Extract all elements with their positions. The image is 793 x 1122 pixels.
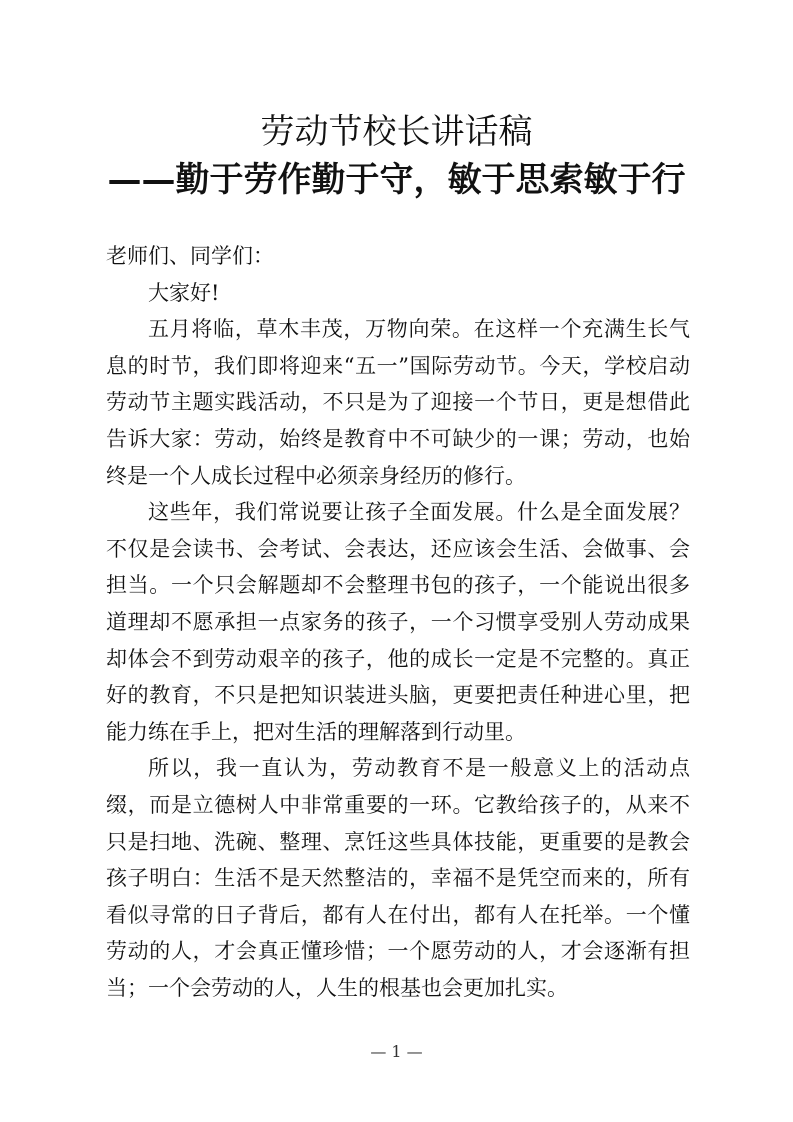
salutation: 老师们、同学们：: [106, 244, 274, 268]
page-number: — 1 —: [370, 1042, 423, 1061]
title-block: [0, 108, 793, 204]
speech-body: [106, 238, 690, 1006]
document-subtitle: ——勤于劳作勤于守，敏于思索敏于行: [107, 160, 686, 200]
paragraph-2: 这些年，我们常说要让孩子全面发展。什么是全面发展？不仅是会读书、会考试、会表达，还应该会生活、会做事、会担当。一个只会解题却不会整理书包的孩子，一个能说出很多道理却不愿承担一点家务的孩子，一个习惯享受别人劳动成果却体会不到劳动艰辛的孩子，他的成长一定是不完整的。真正好的教育，不只是把知识装进头脑，更要把责任种进心里，把能力练在手上，把对生活的理解落到行动里。: [106, 500, 690, 744]
document-title: 劳动节校长讲话稿: [260, 112, 533, 152]
paragraph-3: 所以，我一直认为，劳动教育不是一般意义上的活动点缀，而是立德树人中非常重要的一环。它教给孩子的，从来不只是扫地、洗碗、整理、烹饪这些具体技能，更重要的是教会孩子明白：生活不是天然整洁的，幸福不是凭空而来的，所有看似寻常的日子背后，都有人在付出，都有人在托举。一个懂劳动的人，才会真正懂珍惜；一个愿劳动的人，才会逐渐有担当；一个会劳动的人，人生的根基也会更加扎实。: [106, 756, 690, 1000]
paragraph-1: 五月将临，草木丰茂，万物向荣。在这样一个充满生长气息的时节，我们即将迎来“五一”国际劳动节。今天，学校启动劳动节主题实践活动，不只是为了迎接一个节日，更是想借此告诉大家：劳动，始终是教育中不可缺少的一课；劳动，也始终是一个人成长过程中必须亲身经历的修行。: [106, 317, 690, 488]
paragraph-greeting: 大家好!: [148, 280, 220, 305]
